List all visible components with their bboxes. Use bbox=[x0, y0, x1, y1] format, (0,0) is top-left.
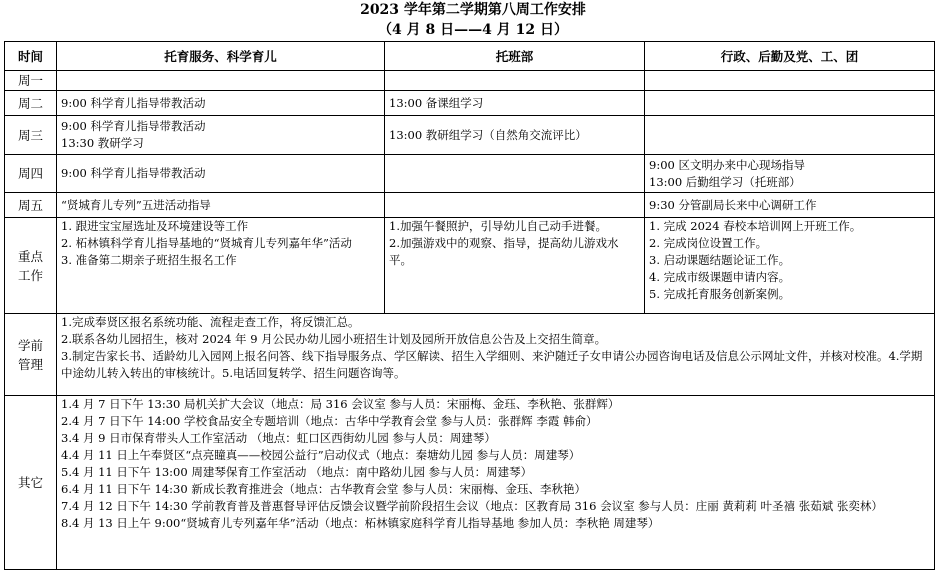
cell-wed-col2 bbox=[385, 116, 645, 155]
row-preschool bbox=[5, 314, 935, 396]
header-childcare: 托育服务、科学育儿 bbox=[57, 42, 385, 71]
row-other bbox=[5, 396, 935, 570]
list-item: 1. 跟进宝宝屋选址及环境建设等工作 bbox=[61, 219, 249, 233]
header-admin: 行政、后勤及党、工、团 bbox=[645, 42, 935, 71]
list-item: 4.4 月 11 日上午奉贤区“点亮瞳真——校园公益行”启动仪式（地点：秦塘幼儿园 参与人员：周建琴） bbox=[61, 448, 581, 462]
other-content bbox=[57, 396, 935, 570]
row-friday bbox=[5, 193, 935, 218]
list-item: 2.联系各幼儿园招生，核对 2024 年 9 月公民办幼儿园小班招生计划及园所开放信息公告及上交招生简章。 bbox=[61, 332, 607, 346]
list-item: 3.制定告家长书、适龄幼儿入园网上报名问答、线下指导服务点、学区解读、招生入学细则、来沪随迁子女申请公办园咨询电话及信息公示网址文件，并核对校准。4.学期中途幼儿转入转出的审核统计。5.电话回复转学、招生问题咨询等。 bbox=[61, 349, 923, 380]
key-work-label bbox=[5, 218, 57, 314]
list-item: 6.4 月 11 日下午 14:30 新成长教育推进会（地点：古华教育会堂 参与人员：宋丽梅、金珏、李秋艳） bbox=[61, 482, 586, 496]
entry: 13:00 备课组学习 bbox=[389, 95, 484, 110]
entry: 9:30 分管副局长来中心调研工作 bbox=[649, 197, 817, 212]
row-thursday bbox=[5, 155, 935, 193]
entry: 13:00 教研组学习（自然角交流评比） bbox=[389, 127, 587, 142]
cell-fri-col2 bbox=[385, 193, 645, 218]
list-item: 3. 准备第二期亲子班招生报名工作 bbox=[61, 253, 237, 267]
day-label: 周五 bbox=[5, 193, 57, 218]
day-label: 周四 bbox=[5, 155, 57, 193]
key-work-admin bbox=[645, 218, 935, 314]
cell-thu-col1 bbox=[57, 155, 385, 193]
list-item: 1. 完成 2024 春校本培训网上开班工作。 bbox=[649, 219, 862, 233]
day-label: 周一 bbox=[5, 71, 57, 91]
list-item: 2. 柘林镇科学育儿指导基地的“贤城育儿专列嘉年华”活动 bbox=[61, 236, 352, 250]
key-work-childcare bbox=[57, 218, 385, 314]
entry: “贤城育儿专列”五进活动指导 bbox=[61, 197, 211, 212]
list-item: 1.完成奉贤区报名系统功能、流程走查工作，将反馈汇总。 bbox=[61, 315, 360, 329]
list-item: 4. 完成市级课题申请内容。 bbox=[649, 270, 791, 284]
list-item: 2.4 月 7 日下午 14:00 学校食品安全专题培训（地点：古华中学教育会堂 参与人员：张群辉 李霞 韩俞） bbox=[61, 414, 598, 428]
list-item: 8.4 月 13 日上午 9:00“贤城育儿专列嘉年华”活动（地点：柘林镇家庭科学育儿指导基地 参加人员：李秋艳 周建琴） bbox=[61, 516, 660, 530]
cell-tue-col2 bbox=[385, 91, 645, 116]
entry: 9:00 科学育儿指导带教活动 bbox=[61, 119, 206, 133]
list-item: 5. 完成托育服务创新案例。 bbox=[649, 287, 791, 301]
entry: 9:00 区文明办来中心现场指导 bbox=[649, 157, 805, 172]
cell-fri-col3 bbox=[645, 193, 935, 218]
cell-mon-col1 bbox=[57, 71, 385, 91]
cell-wed-col1 bbox=[57, 116, 385, 155]
entry: 9:00 科学育儿指导带教活动 bbox=[61, 166, 206, 180]
preschool-label bbox=[5, 314, 57, 396]
header-nursery: 托班部 bbox=[385, 42, 645, 71]
list-item: 1.加强午餐照护，引导幼儿自己动手进餐。 bbox=[389, 219, 607, 233]
list-item: 5.4 月 11 日下午 13:00 周建琴保育工作室活动 （地点：南中路幼儿园 参与人员：周建琴） bbox=[61, 465, 533, 479]
cell-tue-col1 bbox=[57, 91, 385, 116]
preschool-label-text: 学前管理 bbox=[17, 337, 43, 372]
cell-mon-col3 bbox=[645, 71, 935, 91]
document-subtitle: （4 月 8 日——4 月 12 日） bbox=[378, 22, 568, 38]
list-item: 7.4 月 12 日下午 14:30 学前教育普及普惠督导评估反馈会议暨学前阶段招生会议（地点：区教育局 316 会议室 参与人员：庄丽 黄莉莉 叶圣禧 张茹斌 张奕林） bbox=[61, 499, 883, 513]
row-monday bbox=[5, 71, 935, 91]
cell-thu-col3 bbox=[645, 155, 935, 193]
cell-wed-col3 bbox=[645, 116, 935, 155]
schedule-table bbox=[4, 41, 935, 570]
key-work-label-text: 重点工作 bbox=[17, 248, 43, 283]
list-item: 1.4 月 7 日下午 13:30 局机关扩大会议（地点：局 316 会议室 参与人员：宋丽梅、金珏、李秋艳、张群辉） bbox=[61, 397, 620, 411]
header-time: 时间 bbox=[5, 42, 57, 71]
row-key-work bbox=[5, 218, 935, 314]
list-item: 2.加强游戏中的观察、指导，提高幼儿游戏水平。 bbox=[389, 236, 619, 267]
list-item: 3. 启动课题结题论证工作。 bbox=[649, 253, 791, 267]
row-tuesday bbox=[5, 91, 935, 116]
cell-fri-col1 bbox=[57, 193, 385, 218]
entry: 13:30 教研学习 bbox=[61, 136, 144, 150]
header-row bbox=[5, 42, 935, 71]
document-title: 2023 学年第二学期第八周工作安排 bbox=[360, 2, 586, 18]
cell-tue-col3 bbox=[645, 91, 935, 116]
preschool-content bbox=[57, 314, 935, 396]
row-wednesday bbox=[5, 116, 935, 155]
cell-mon-col2 bbox=[385, 71, 645, 91]
day-label: 周三 bbox=[5, 116, 57, 155]
entry: 9:00 科学育儿指导带教活动 bbox=[61, 95, 206, 110]
list-item: 2. 完成岗位设置工作。 bbox=[649, 236, 768, 250]
entry: 13:00 后勤组学习（托班部） bbox=[649, 174, 801, 189]
cell-thu-col2 bbox=[385, 155, 645, 193]
key-work-nursery bbox=[385, 218, 645, 314]
list-item: 3.4 月 9 日市保育带头人工作室活动 （地点：虹口区西街幼儿园 参与人员：周建琴） bbox=[61, 431, 496, 445]
day-label: 周二 bbox=[5, 91, 57, 116]
other-label: 其它 bbox=[5, 396, 57, 570]
